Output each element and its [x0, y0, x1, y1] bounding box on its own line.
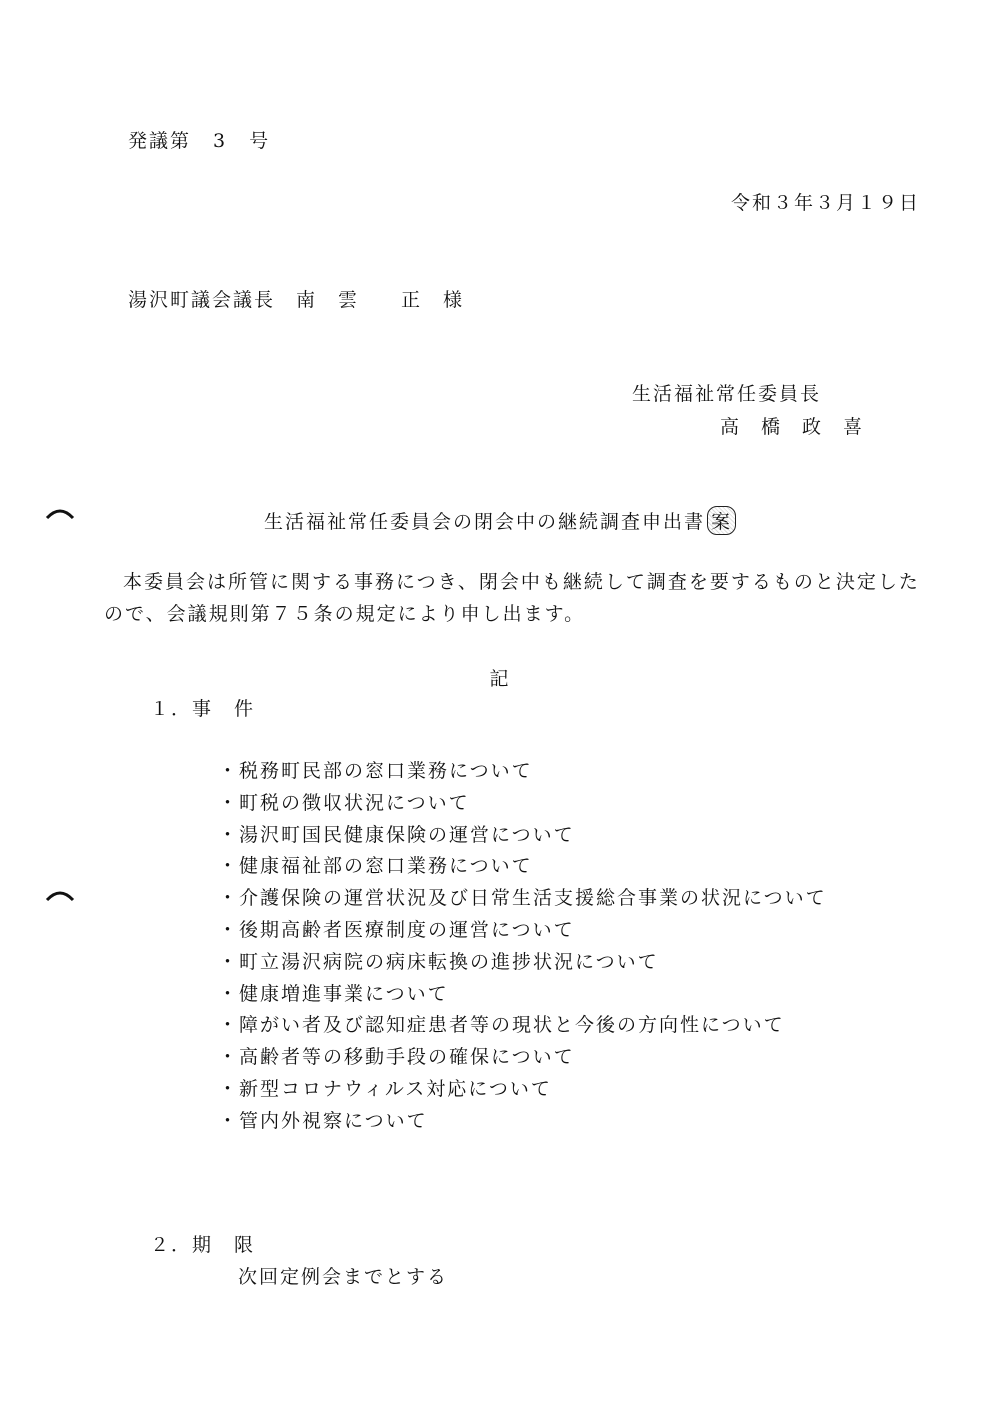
punch-hole-mark: [45, 888, 75, 902]
draft-stamp: 案: [707, 506, 736, 535]
list-item: ・税務町民部の窓口業務について: [218, 760, 533, 782]
document-heading: [0, 506, 1000, 535]
list-item: ・障がい者及び認知症患者等の現状と今後の方向性について: [218, 1014, 785, 1037]
section1-label: １．事 件: [150, 698, 256, 720]
list-item: ・高齢者等の移動手段の確保について: [218, 1046, 575, 1069]
heading-text: 生活福祉常任委員会の閉会中の継続調査申出書: [263, 511, 705, 533]
document-date: 令和３年３月１９日: [730, 192, 920, 214]
addressee: 湯沢町議会議長 南 雲 正 様: [128, 289, 465, 311]
list-item: ・町立湯沢病院の病床転換の進捗状況について: [218, 950, 659, 973]
list-item: ・管内外視察について: [218, 1109, 428, 1132]
subject-list: [218, 756, 827, 1138]
record-label: 記: [489, 668, 511, 690]
list-item: ・湯沢町国民健康保険の運営について: [218, 823, 575, 846]
body-paragraph: 本委員会は所管に関する事務につき、閉会中も継続して調査を要するものと決定したので、会議規則第７５条の規定により申し出ます。: [104, 571, 920, 625]
sender-title: 生活福祉常任委員長: [632, 383, 822, 405]
list-item: ・後期高齢者医療制度の運営について: [218, 918, 575, 941]
list-item: ・町税の徴収状況について: [218, 791, 470, 814]
list-item: ・健康増進事業について: [218, 982, 449, 1005]
document-number: 発議第 3 号: [128, 130, 271, 152]
section2-label: ２．期 限: [150, 1234, 256, 1256]
list-item: ・介護保険の運営状況及び日常生活支援総合事業の状況について: [218, 887, 827, 910]
list-item: ・健康福祉部の窓口業務について: [218, 855, 533, 878]
list-item: ・新型コロナウィルス対応について: [218, 1077, 552, 1100]
deadline-text: 次回定例会までとする: [238, 1266, 449, 1288]
sender-name: 高橋政喜: [720, 416, 885, 438]
